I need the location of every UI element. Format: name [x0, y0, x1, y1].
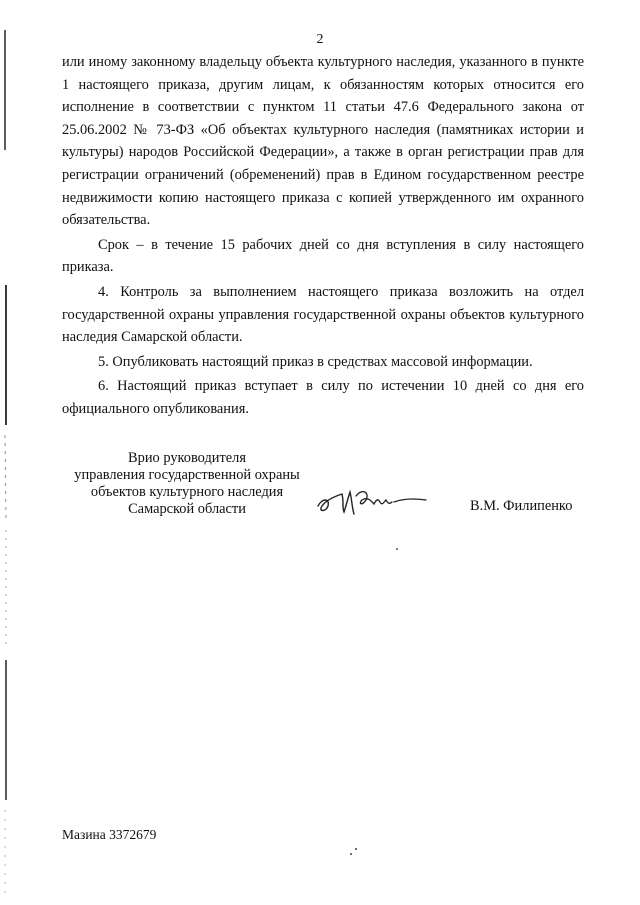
- document-body: [62, 51, 584, 423]
- signer-name: В.М. Филипенко: [470, 498, 573, 514]
- paragraph-item-6: 6. Настоящий приказ вступает в силу по истечении 10 дней со дня его официального опубликования.: [62, 378, 584, 417]
- scan-speck: [355, 848, 357, 850]
- signatory-title: [62, 450, 312, 518]
- paragraph-item-4: 4. Контроль за выполнением настоящего приказа возложить на отдел государственной охраны управления государственной охраны объектов культурного наследия Самарской области.: [62, 283, 584, 346]
- handwritten-signature: [312, 484, 432, 524]
- signatory-title-line: объектов культурного наследия: [90, 484, 284, 500]
- signatory-title-line: Самарской области: [128, 501, 246, 517]
- scan-edge-marks: [0, 0, 14, 905]
- page-number: 2: [316, 32, 324, 47]
- scan-speck: [350, 853, 352, 855]
- signatory-title-line: управления государственной охраны: [74, 467, 300, 483]
- executor-contact: Мазина 3372679: [62, 827, 157, 842]
- paragraph-deadline: Срок – в течение 15 рабочих дней со дня вступления в силу настоящего приказа.: [62, 236, 584, 276]
- paragraph-continuation: или иному законному владельцу объекта культурного наследия, указанного в пункте 1 настоящего приказа, другим лицам, к обязанностям которых относится его исполнение в соответствии с пунктом 11 статьи 47.6 Федерального закона от 25.06.2002 № 73-ФЗ «Об объектах культурного наследия (памятниках истории и культуры) народов Российской Федерации», а также в орган регистрации прав для регистрации ограничений (обременений) прав в Едином государственном реестре недвижимости копию настоящего приказа с копией утвержденного им охранного обязательства.: [62, 54, 584, 229]
- paragraph-item-5: 5. Опубликовать настоящий приказ в средствах массовой информации.: [98, 353, 533, 370]
- scan-speck: [396, 548, 398, 550]
- signatory-title-line: Врио руководителя: [128, 450, 246, 466]
